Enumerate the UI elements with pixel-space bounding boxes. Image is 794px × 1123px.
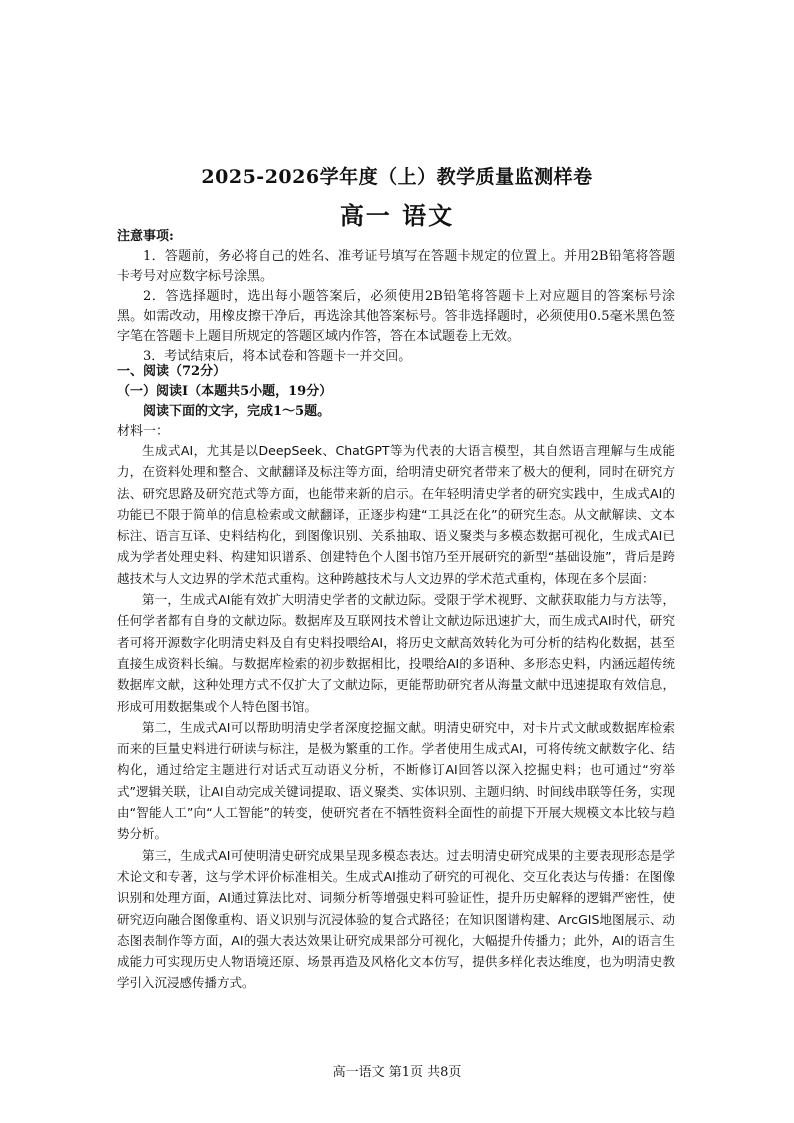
- reading-section-header: [117, 362, 675, 442]
- passage-paragraph: 第三，生成式AI可使明清史研究成果呈现多模态表达。过去明清史研究成果的主要表现形态是学术论文和专著，这与学术评价标准相关。生成式AI推动了研究的可视化、交互化表达与传播：在图像识别和处理方面，AI通过算法比对、词频分析等增强史料可验证性，提升历史解释的逻辑严密性，使研究迈向融合图像重构、语义识别与沉浸体验的复合式路径；在知识图谱构建、ArcGIS地图展示、动态图表制作等方面，AI的强大表达效果让研究成果部分可视化，大幅提升传播力；此外，AI的语言生成能力可实现历史人物语境还原、场景再造及风格化文本仿写，提供多样化表达维度，也为明清史教学引入沉浸感传播方式。: [117, 847, 675, 991]
- notice-block: [117, 227, 675, 367]
- part-heading: 一、阅读（72分）: [117, 364, 227, 379]
- sub-heading: （一）阅读Ⅰ（本题共5小题，19分）: [117, 384, 333, 399]
- reading-passage: [117, 440, 675, 994]
- page-footer: 高一语文 第1页 共8页: [332, 1065, 462, 1080]
- notice-item: 3．考试结束后，将本试卷和答题卡一并交回。: [143, 349, 412, 364]
- notice-heading: 注意事项:: [117, 229, 174, 244]
- exam-title: 2025-2026学年度（上）教学质量监测样卷: [201, 166, 593, 188]
- reading-instruction: 阅读下面的文字，完成1～5题。: [143, 404, 331, 419]
- material-label: 材料一：: [117, 424, 170, 439]
- passage-paragraph: 生成式AI，尤其是以DeepSeek、ChatGPT等为代表的大语言模型，其自然语言理解与生成能力，在资料处理和整合、文献翻译及标注等方面，给明清史研究者带来了极大的便利，同时在研究方法、研究思路及研究范式等方面，也能带来新的启示。在年轻明清史学者的研究实践中，生成式AI的功能已不限于简单的信息检索或文献翻译，正逐步构建“工具泛在化”的研究生态。从文献解读、文本标注、语言互译、史料结构化，到图像识别、关系抽取、语义聚类与多模态数据可视化，生成式AI已成为学者处理史料、构建知识谱系、创建特色个人图书馆乃至开展研究的新型“基础设施”，背后是跨越技术与人文边界的学术范式重构。这种跨越技术与人文边界的学术范式重构，体现在多个层面：: [117, 443, 675, 586]
- subject-title: 高一 语文: [339, 201, 455, 230]
- notice-item: 2．答选择题时，选出每小题答案后，必须使用2B铅笔将答题卡上对应题目的答案标号涂黑。如需改动，用橡皮擦干净后，再选涂其他答案标号。答非选择题时，必须使用0.5毫米黑色签字笔在答题卡上题目所规定的答题区域内作答，答在本试题卷上无效。: [117, 289, 675, 344]
- passage-paragraph: 第二，生成式AI可以帮助明清史学者深度挖掘文献。明清史研究中，对卡片式文献或数据库检索而来的巨量史料进行研读与标注，是极为繁重的工作。学者使用生成式AI，可将传统文献数字化、结构化，通过给定主题进行对话式互动语义分析，不断修订AI回答以深入挖掘史料；也可通过“穷举式”逻辑关联，让AI自动完成关键词提取、语义聚类、实体识别、主题归纳、时间线串联等任务，实现由“智能人工”向“人工智能”的转变，使研究者在不牺牲资料全面性的前提下开展大规模文本比较与趋势分析。: [117, 719, 675, 842]
- notice-item: 1．答题前，务必将自己的姓名、准考证号填写在答题卡规定的位置上。并用2B铅笔将答题卡考号对应数字标号涂黑。: [117, 249, 675, 284]
- passage-paragraph: 第一，生成式AI能有效扩大明清史学者的文献边际。受限于学术视野、文献获取能力与方法等，任何学者都有自身的文献边际。数据库及互联网技术曾让文献边际迅速扩大，而生成式AI时代，研究者可将开源数字化明清史料及自有史料投喂给AI，将历史文献高效转化为可分析的结构化数据，甚至直接生成资料长编。与数据库检索的初步数据相比，投喂给AI的多语种、多形态史料，内涵远超传统数据库文献，这种处理方式不仅扩大了文献边际，更能帮助研究者从海量文献中迅速提取有效信息，形成可用数据集或个人特色图书馆。: [117, 592, 675, 714]
